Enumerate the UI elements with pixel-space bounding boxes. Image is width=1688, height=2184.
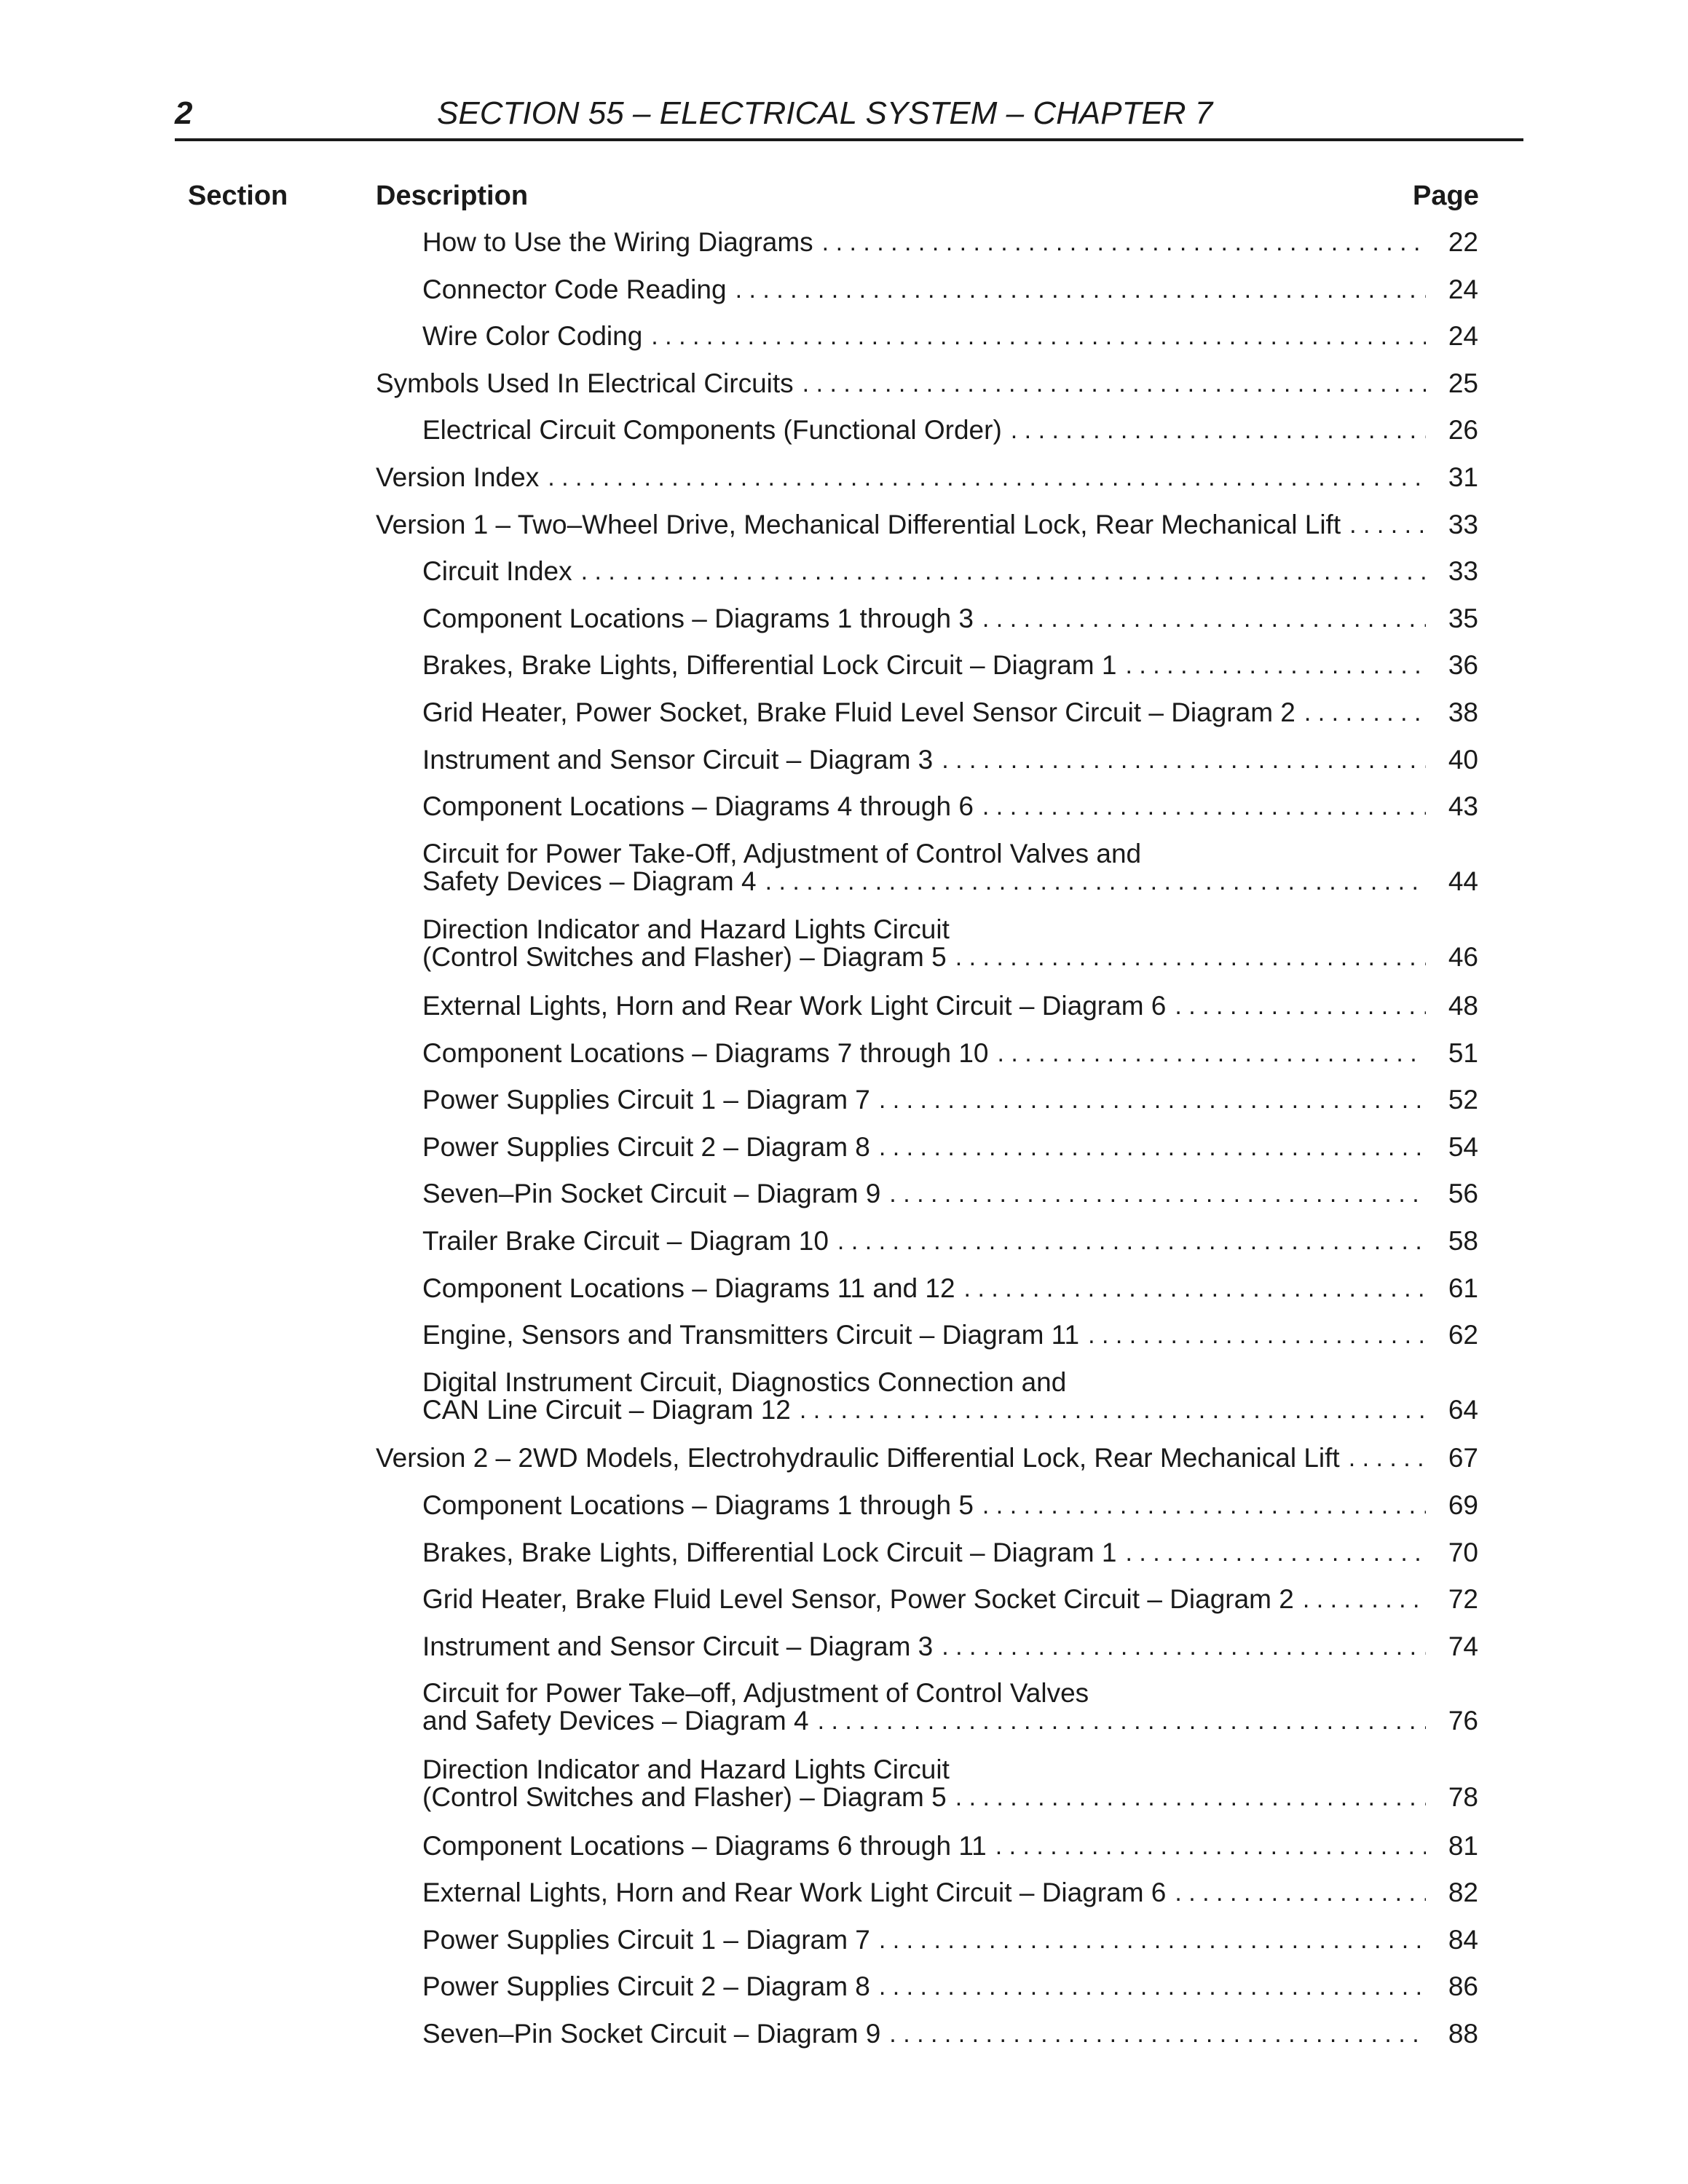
toc-entry-page: 31 xyxy=(1448,462,1478,492)
toc-entry-line: Circuit for Power Take-Off, Adjustment of Control Valves and xyxy=(422,838,1142,869)
toc-entry-page: 43 xyxy=(1448,791,1478,822)
toc-entry-title: Seven–Pin Socket Circuit – Diagram 9 xyxy=(422,1179,881,1209)
toc-entry-title: Symbols Used In Electrical Circuits xyxy=(376,368,794,398)
toc-entry-title: Instrument and Sensor Circuit – Diagram 3 xyxy=(422,1631,934,1661)
dot-leader xyxy=(1175,1878,1426,1908)
toc-entry-page: 61 xyxy=(1448,1273,1478,1303)
toc-entry-title: External Lights, Horn and Rear Work Light Circuit – Diagram 6 xyxy=(422,991,1167,1021)
dot-leader xyxy=(879,1971,1426,2002)
toc-entry-page: 24 xyxy=(1448,274,1478,304)
dot-leader xyxy=(879,1925,1426,1955)
toc-entry-page: 26 xyxy=(1448,415,1478,446)
dot-leader xyxy=(1126,650,1427,681)
dot-leader xyxy=(1088,1320,1426,1350)
toc-entry-page: 64 xyxy=(1448,1394,1478,1425)
toc-entry-title: and Safety Devices – Diagram 4 xyxy=(422,1706,809,1736)
toc-entry-title: Brakes, Brake Lights, Differential Lock Circuit – Diagram 1 xyxy=(422,650,1117,681)
toc-entry-page: 33 xyxy=(1448,509,1478,539)
toc-entry-page: 70 xyxy=(1448,1537,1478,1567)
dot-leader xyxy=(889,1179,1426,1209)
toc-entry-page: 82 xyxy=(1448,1878,1478,1908)
dot-leader xyxy=(818,1706,1426,1736)
toc-entry-title: Version 1 – Two–Wheel Drive, Mechanical Differential Lock, Rear Mechanical Lift xyxy=(376,509,1341,539)
dot-leader xyxy=(942,1631,1426,1662)
toc-entry-page: 86 xyxy=(1448,1971,1478,2002)
toc-entry-title: Engine, Sensors and Transmitters Circuit – Diagram 11 xyxy=(422,1320,1080,1350)
dot-leader xyxy=(735,274,1426,305)
toc-entry-title: Power Supplies Circuit 1 – Diagram 7 xyxy=(422,1085,870,1115)
toc-entry-page: 74 xyxy=(1448,1631,1478,1661)
dot-leader xyxy=(822,227,1426,258)
toc-entry-page: 69 xyxy=(1448,1490,1478,1520)
page-title: SECTION 55 – ELECTRICAL SYSTEM – CHAPTER 7 xyxy=(437,95,1213,131)
toc-entry-page: 40 xyxy=(1448,744,1478,775)
toc-entry-page: 67 xyxy=(1448,1443,1478,1473)
column-header-section: Section xyxy=(188,181,288,211)
toc-entry-title: Seven–Pin Socket Circuit – Diagram 9 xyxy=(422,2019,881,2049)
toc-entry-title: Component Locations – Diagrams 11 and 12 xyxy=(422,1273,955,1303)
dot-leader xyxy=(995,1831,1426,1861)
toc-entry-title: Connector Code Reading xyxy=(422,274,727,304)
dot-leader xyxy=(1303,1584,1426,1615)
dot-leader xyxy=(651,321,1426,352)
dot-leader xyxy=(765,866,1426,897)
dot-leader xyxy=(1349,1443,1426,1473)
toc-entry-title: Wire Color Coding xyxy=(422,321,643,352)
toc-entry-title: External Lights, Horn and Rear Work Light Circuit – Diagram 6 xyxy=(422,1878,1167,1908)
toc-entry-line: Direction Indicator and Hazard Lights Circuit xyxy=(422,914,950,945)
toc-entry-page: 22 xyxy=(1448,227,1478,257)
toc-entry-title: CAN Line Circuit – Diagram 12 xyxy=(422,1394,791,1425)
dot-leader xyxy=(942,745,1426,775)
toc-entry-title: Version Index xyxy=(376,462,540,492)
toc-entry-page: 46 xyxy=(1448,942,1478,973)
dot-leader xyxy=(955,1782,1426,1813)
dot-leader xyxy=(581,556,1426,587)
toc-entry-page: 58 xyxy=(1448,1226,1478,1256)
dot-leader xyxy=(1175,991,1426,1021)
toc-entry-page: 35 xyxy=(1448,603,1478,633)
toc-entry-page: 51 xyxy=(1448,1037,1478,1068)
toc-entry-title: Circuit Index xyxy=(422,556,572,587)
toc-entry-title: Electrical Circuit Components (Functional Order) xyxy=(422,415,1002,446)
dot-leader xyxy=(889,2019,1426,2049)
toc-entry-page: 56 xyxy=(1448,1179,1478,1209)
toc-entry-title: Power Supplies Circuit 1 – Diagram 7 xyxy=(422,1924,870,1955)
toc-entry-page: 38 xyxy=(1448,697,1478,727)
toc-entry-page: 54 xyxy=(1448,1131,1478,1162)
toc-entry-title: (Control Switches and Flasher) – Diagram 5 xyxy=(422,1782,947,1812)
dot-leader xyxy=(837,1226,1426,1257)
toc-entry-title: Grid Heater, Brake Fluid Level Sensor, Power Socket Circuit – Diagram 2 xyxy=(422,1584,1294,1615)
toc-entry-page: 81 xyxy=(1448,1830,1478,1861)
dot-leader xyxy=(997,1038,1426,1069)
toc-entry-title: Grid Heater, Power Socket, Brake Fluid Level Sensor Circuit – Diagram 2 xyxy=(422,697,1295,727)
toc-entry-title: Component Locations – Diagrams 7 through 10 xyxy=(422,1037,989,1068)
dot-leader xyxy=(802,368,1426,399)
dot-leader xyxy=(982,604,1426,634)
dot-leader xyxy=(955,942,1426,973)
toc-entry-page: 88 xyxy=(1448,2019,1478,2049)
toc-entry-title: Safety Devices – Diagram 4 xyxy=(422,866,757,896)
toc-entry-page: 25 xyxy=(1448,368,1478,398)
dot-leader xyxy=(982,791,1426,822)
page-number: 2 xyxy=(175,95,193,131)
dot-leader xyxy=(548,462,1426,493)
dot-leader xyxy=(800,1395,1426,1425)
toc-entry-title: Version 2 – 2WD Models, Electrohydraulic Differential Lock, Rear Mechanical Lift xyxy=(376,1443,1340,1473)
toc-entry-title: Component Locations – Diagrams 1 through 5 xyxy=(422,1490,974,1520)
dot-leader xyxy=(1349,510,1426,540)
dot-leader xyxy=(982,1490,1426,1521)
toc-entry-page: 52 xyxy=(1448,1085,1478,1115)
dot-leader xyxy=(1304,697,1426,728)
toc-entry-page: 44 xyxy=(1448,866,1478,896)
toc-entry-page: 24 xyxy=(1448,321,1478,352)
toc-entry-page: 36 xyxy=(1448,650,1478,681)
toc-entry-title: Power Supplies Circuit 2 – Diagram 8 xyxy=(422,1131,870,1162)
toc-entry-title: How to Use the Wiring Diagrams xyxy=(422,227,813,257)
toc-entry-page: 72 xyxy=(1448,1584,1478,1615)
toc-entry-page: 78 xyxy=(1448,1782,1478,1812)
column-header-page: Page xyxy=(1413,181,1479,211)
toc-entry-title: Component Locations – Diagrams 4 through 6 xyxy=(422,791,974,822)
toc-entry-title: Instrument and Sensor Circuit – Diagram 3 xyxy=(422,744,934,775)
toc-entry-title: Trailer Brake Circuit – Diagram 10 xyxy=(422,1226,829,1256)
toc-entry-page: 84 xyxy=(1448,1924,1478,1955)
dot-leader xyxy=(1126,1538,1427,1568)
column-header-description: Description xyxy=(376,181,529,211)
toc-entry-page: 48 xyxy=(1448,991,1478,1021)
toc-entry-line: Circuit for Power Take–off, Adjustment of Control Valves xyxy=(422,1678,1089,1709)
toc-entry-line: Direction Indicator and Hazard Lights Circuit xyxy=(422,1754,950,1784)
toc-entry-title: Component Locations – Diagrams 6 through 11 xyxy=(422,1830,987,1861)
toc-entry-page: 62 xyxy=(1448,1320,1478,1350)
toc-entry-line: Digital Instrument Circuit, Diagnostics Connection and xyxy=(422,1366,1067,1397)
toc-entry-title: Power Supplies Circuit 2 – Diagram 8 xyxy=(422,1971,870,2002)
toc-entry-title: Brakes, Brake Lights, Differential Lock Circuit – Diagram 1 xyxy=(422,1537,1117,1567)
toc-entry-page: 76 xyxy=(1448,1706,1478,1736)
dot-leader xyxy=(879,1085,1426,1115)
toc-entry-title: (Control Switches and Flasher) – Diagram 5 xyxy=(422,942,947,973)
toc-entry-page: 33 xyxy=(1448,556,1478,587)
dot-leader xyxy=(964,1273,1426,1304)
toc-entry-title: Component Locations – Diagrams 1 through 3 xyxy=(422,603,974,633)
dot-leader xyxy=(1011,415,1426,446)
dot-leader xyxy=(879,1132,1426,1163)
